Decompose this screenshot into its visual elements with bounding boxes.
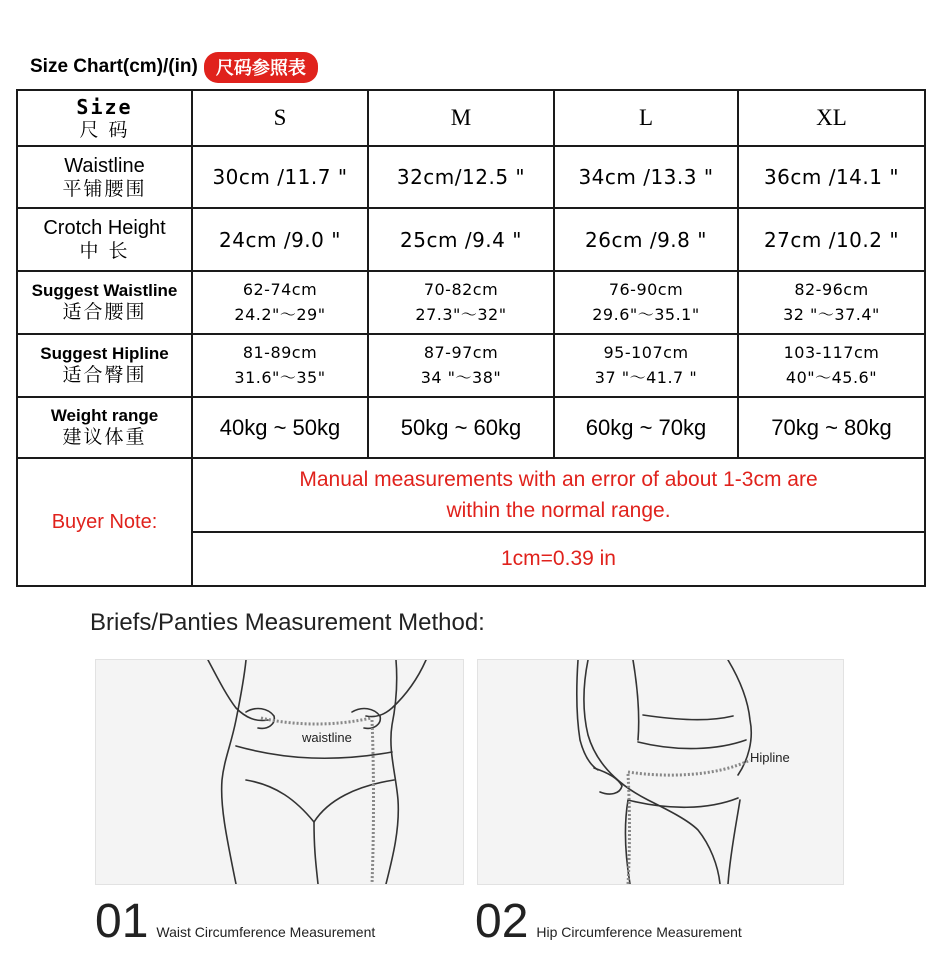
cell-in: 32 "～37.4": [783, 304, 880, 324]
table-cell: 60kg ~ 70kg: [554, 397, 738, 458]
cell-in: 24.2"～29": [234, 304, 326, 324]
cell-cm: 62-74cm: [242, 279, 318, 299]
row-label-waistline: [17, 146, 192, 208]
step-waist-measurement: [95, 895, 376, 948]
row-label-cn: 建议体重: [62, 426, 147, 449]
unit-conversion-note: 1cm=0.39 in: [192, 532, 925, 586]
row-label-en: Suggest Waistline: [31, 280, 178, 300]
table-cell: [738, 271, 925, 334]
table-cell: [192, 334, 368, 397]
note-line-1: Manual measurements with an error of about 1-3cm are: [299, 467, 818, 491]
table-cell: 50kg ~ 60kg: [368, 397, 554, 458]
table-cell: 70kg ~ 80kg: [738, 397, 925, 458]
table-cell: 34cm /13.3 ": [554, 146, 738, 208]
step-caption: Hip Circumference Measurement: [536, 924, 742, 940]
title-badge: 尺码参照表: [204, 52, 318, 83]
cell-cm: 70-82cm: [423, 279, 499, 299]
cell-in: 27.3"～32": [415, 304, 507, 324]
cell-cm: 87-97cm: [423, 342, 499, 362]
size-m-header: M: [368, 90, 554, 146]
table-cell: 24cm /9.0 ": [192, 208, 368, 271]
cell-cm: 81-89cm: [242, 342, 318, 362]
size-s-header: S: [192, 90, 368, 146]
cell-in: 31.6"～35": [234, 367, 326, 387]
row-label-en: Suggest Hipline: [40, 343, 169, 363]
cell-cm: 82-96cm: [794, 279, 869, 299]
table-header-row: [17, 90, 925, 146]
size-xl-header: XL: [738, 90, 925, 146]
measurement-error-note: [192, 458, 925, 532]
row-label-weight-range: [17, 397, 192, 458]
cell-in: 29.6"～35.1": [592, 304, 700, 324]
table-cell: 40kg ~ 50kg: [192, 397, 368, 458]
hip-figure-drawing: [478, 660, 843, 884]
cell-cm: 76-90cm: [608, 279, 684, 299]
table-cell: 26cm /9.8 ": [554, 208, 738, 271]
cell-in: 37 "～41.7 ": [594, 367, 698, 387]
row-label-suggest-waistline: [17, 271, 192, 334]
hipline-label: Hipline: [750, 750, 790, 765]
table-cell: [368, 334, 554, 397]
waistline-label: waistline: [302, 730, 352, 745]
cell-cm: 95-107cm: [603, 342, 689, 362]
table-cell: [738, 334, 925, 397]
step-number: 01: [95, 895, 149, 948]
row-label-crotch-height: [17, 208, 192, 271]
table-cell: 25cm /9.4 ": [368, 208, 554, 271]
header-label-cell: [17, 90, 192, 146]
row-label-cn: 适合腰围: [62, 301, 147, 324]
table-cell: 36cm /14.1 ": [738, 146, 925, 208]
note-line-2: within the normal range.: [446, 499, 671, 522]
size-table: [16, 89, 926, 587]
table-cell: [554, 271, 738, 334]
table-row: [17, 146, 925, 208]
buyer-note-label: Buyer Note:: [17, 458, 192, 586]
size-l-header: L: [554, 90, 738, 146]
waist-figure-drawing: [96, 660, 463, 884]
table-cell: 32cm/12.5 ": [368, 146, 554, 208]
cell-in: 40"～45.6": [785, 367, 878, 387]
measurement-method-title: Briefs/Panties Measurement Method:: [90, 609, 485, 636]
row-label-cn: 中 长: [79, 240, 130, 263]
table-cell: 27cm /10.2 ": [738, 208, 925, 271]
row-label-suggest-hipline: [17, 334, 192, 397]
row-label-cn: 适合臀围: [62, 364, 147, 387]
hip-measurement-illustration: [477, 659, 844, 885]
row-label-en: Waistline: [64, 154, 145, 177]
row-label-en: Crotch Height: [43, 217, 166, 240]
table-row: [17, 271, 925, 334]
table-row: [17, 208, 925, 271]
cell-cm: 103-117cm: [783, 342, 880, 362]
step-caption: Waist Circumference Measurement: [156, 924, 376, 940]
table-row: [17, 334, 925, 397]
cell-in: 34 "～38": [420, 367, 502, 387]
step-number: 02: [475, 895, 529, 948]
waist-measurement-illustration: [95, 659, 464, 885]
table-row: [17, 397, 925, 458]
row-label-cn: 平铺腰围: [62, 177, 147, 200]
row-label-en: Weight range: [50, 405, 159, 425]
size-chart-title: [30, 52, 318, 82]
title-text: Size Chart(cm)/(in): [30, 56, 198, 77]
header-size-label: Size: [76, 94, 133, 119]
table-cell: [554, 334, 738, 397]
header-size-label-cn: 尺 码: [79, 118, 130, 141]
table-cell: 30cm /11.7 ": [192, 146, 368, 208]
table-cell: [368, 271, 554, 334]
table-cell: [192, 271, 368, 334]
step-hip-measurement: [475, 895, 742, 948]
buyer-note-row: [17, 458, 925, 532]
